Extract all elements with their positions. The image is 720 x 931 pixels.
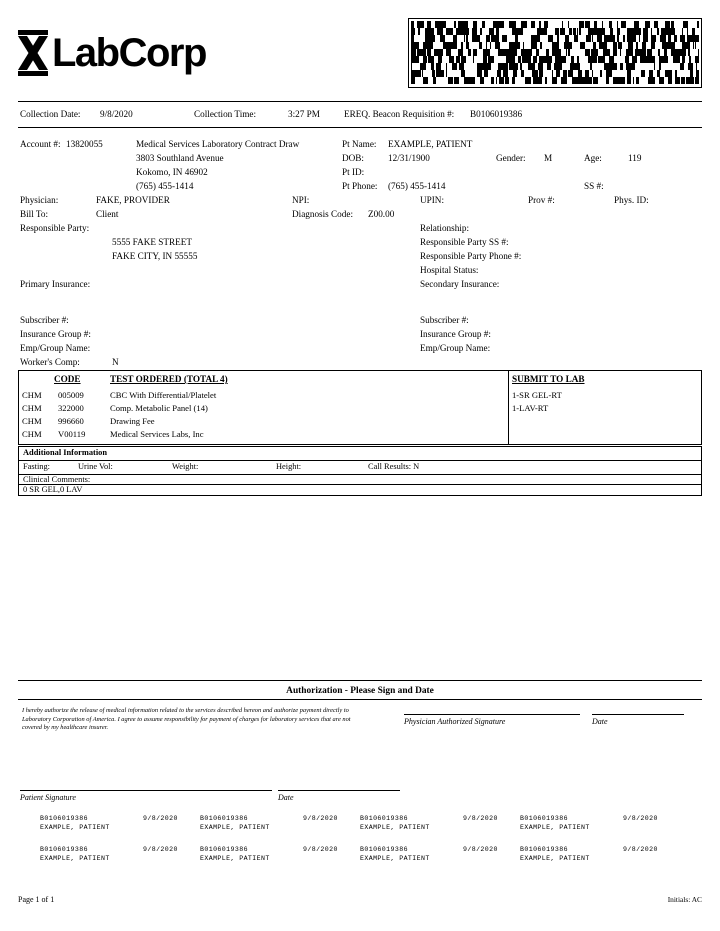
account-name: Medical Services Laboratory Contract Draw bbox=[136, 139, 300, 149]
patient-age-label: Age: bbox=[584, 153, 602, 163]
orders-col-code: CODE bbox=[54, 374, 81, 384]
npi-label: NPI: bbox=[292, 195, 310, 205]
specimen-summary: 0 SR GEL,0 LAV bbox=[23, 485, 83, 494]
label-name: EXAMPLE, PATIENT bbox=[520, 854, 590, 862]
label-req: B0106019386 bbox=[200, 846, 248, 854]
account-address2: Kokomo, IN 46902 bbox=[136, 167, 208, 177]
patient-date-label: Date bbox=[278, 793, 294, 802]
authorization-paragraph: I hereby authorize the release of medical information related to the services described hereon and authorize payment directly to Laboratory Corporation of America. I agree to assume responsibility for payment of charges for laboratory services that are not covered by my healthcare insurer. bbox=[22, 707, 351, 732]
responsible-ss-label: Responsible Party SS #: bbox=[420, 237, 509, 247]
emp-group-label-right: Emp/Group Name: bbox=[420, 343, 491, 353]
order-code: 322000 bbox=[58, 403, 84, 413]
submit-to-lab-item: 1-LAV-RT bbox=[512, 403, 549, 413]
patient-name-label: Pt Name: bbox=[342, 139, 377, 149]
label-name: EXAMPLE, PATIENT bbox=[40, 823, 110, 831]
height-label: Height: bbox=[276, 462, 302, 471]
subscriber-label-left: Subscriber #: bbox=[20, 315, 69, 325]
billto-value: Client bbox=[96, 209, 119, 219]
label-date: 9/8/2020 bbox=[303, 815, 338, 822]
order-dept: CHM bbox=[22, 416, 42, 426]
ss-label: SS #: bbox=[584, 181, 604, 191]
patient-dob-label: DOB: bbox=[342, 153, 364, 163]
page-number: Page 1 of 1 bbox=[18, 895, 55, 904]
collection-time-label: Collection Time: bbox=[194, 109, 257, 119]
diagnosis-label: Diagnosis Code: bbox=[292, 209, 353, 219]
insurance-group-label-left: Insurance Group #: bbox=[20, 329, 91, 339]
requisition-value: B0106019386 bbox=[470, 109, 523, 119]
prov-label: Prov #: bbox=[528, 195, 555, 205]
order-dept: CHM bbox=[22, 403, 42, 413]
emp-group-label-left: Emp/Group Name: bbox=[20, 343, 91, 353]
brand-name: LabCorp bbox=[52, 31, 206, 75]
diagnosis-value: Z00.00 bbox=[368, 209, 395, 219]
specimen-label bbox=[360, 846, 520, 863]
patient-signature-line[interactable] bbox=[20, 790, 272, 791]
physician-signature-label: Physician Authorized Signature bbox=[404, 717, 506, 726]
billto-label: Bill To: bbox=[20, 209, 49, 219]
account-value: 13820055 bbox=[66, 139, 103, 149]
account-label: Account #: bbox=[20, 139, 61, 149]
label-date: 9/8/2020 bbox=[623, 846, 658, 854]
secondary-insurance-label: Secondary Insurance: bbox=[420, 279, 500, 289]
submit-to-lab-item: 1-SR GEL-RT bbox=[512, 390, 562, 400]
patient-gender-value: M bbox=[544, 153, 553, 163]
workers-comp-label: Worker's Comp: bbox=[20, 357, 80, 367]
label-req: B0106019386 bbox=[360, 815, 408, 822]
label-date: 9/8/2020 bbox=[463, 846, 498, 854]
addl-divider-2 bbox=[19, 474, 701, 475]
patient-signature-label: Patient Signature bbox=[20, 793, 76, 802]
label-req: B0106019386 bbox=[200, 815, 248, 822]
order-dept: CHM bbox=[22, 390, 42, 400]
collection-date-label: Collection Date: bbox=[20, 109, 81, 119]
physician-signature-line[interactable] bbox=[404, 714, 580, 715]
weight-label: Weight: bbox=[172, 462, 199, 471]
label-req: B0106019386 bbox=[40, 846, 88, 854]
label-name: EXAMPLE, PATIENT bbox=[360, 823, 430, 831]
patient-phone-value: (765) 455-1414 bbox=[388, 181, 446, 191]
patient-name-value: EXAMPLE, PATIENT bbox=[388, 139, 473, 149]
additional-information-box bbox=[18, 446, 702, 496]
specimen-label bbox=[40, 846, 200, 863]
relationship-label: Relationship: bbox=[420, 223, 469, 233]
physician-date-label: Date bbox=[592, 717, 608, 726]
order-test: Drawing Fee bbox=[110, 416, 155, 426]
requisition-label: EREQ. Beacon Requisition #: bbox=[344, 109, 455, 119]
specimen-label bbox=[200, 846, 360, 863]
workers-comp-value: N bbox=[112, 357, 119, 367]
label-date: 9/8/2020 bbox=[143, 846, 178, 854]
patient-dob-value: 12/31/1900 bbox=[388, 153, 430, 163]
account-phone: (765) 455-1414 bbox=[136, 181, 194, 191]
specimen-label bbox=[520, 815, 680, 832]
urine-volume-label: Urine Vol: bbox=[78, 462, 113, 471]
patient-age-value: 119 bbox=[628, 153, 642, 163]
order-code: 005009 bbox=[58, 390, 84, 400]
label-row bbox=[40, 815, 680, 832]
barcode-2d-icon bbox=[408, 18, 702, 88]
orders-col-submit: SUBMIT TO LAB bbox=[512, 374, 585, 384]
responsible-address2: FAKE CITY, IN 55555 bbox=[112, 251, 198, 261]
labcorp-logo bbox=[18, 30, 206, 76]
physician-date-line[interactable] bbox=[592, 714, 684, 715]
subscriber-label-right: Subscriber #: bbox=[420, 315, 469, 325]
label-row bbox=[40, 846, 680, 863]
label-req: B0106019386 bbox=[520, 815, 568, 822]
divider-top bbox=[18, 101, 702, 102]
account-address1: 3803 Southland Avenue bbox=[136, 153, 224, 163]
label-name: EXAMPLE, PATIENT bbox=[40, 854, 110, 862]
physician-value: FAKE, PROVIDER bbox=[96, 195, 170, 205]
order-code: V00119 bbox=[58, 429, 86, 439]
patient-phone-label: Pt Phone: bbox=[342, 181, 378, 191]
specimen-label bbox=[40, 815, 200, 832]
physician-label: Physician: bbox=[20, 195, 59, 205]
order-dept: CHM bbox=[22, 429, 42, 439]
call-results-label: Call Results: N bbox=[368, 462, 420, 471]
label-req: B0106019386 bbox=[360, 846, 408, 854]
responsible-address1: 5555 FAKE STREET bbox=[112, 237, 192, 247]
label-date: 9/8/2020 bbox=[303, 846, 338, 854]
specimen-label bbox=[520, 846, 680, 863]
patient-gender-label: Gender: bbox=[496, 153, 526, 163]
patient-id-label: Pt ID: bbox=[342, 167, 365, 177]
specimen-labels bbox=[40, 815, 680, 877]
orders-divider bbox=[508, 371, 509, 444]
label-name: EXAMPLE, PATIENT bbox=[520, 823, 590, 831]
fasting-label: Fasting: bbox=[23, 462, 50, 471]
orders-col-test: TEST ORDERED (TOTAL 4) bbox=[110, 374, 228, 384]
clinical-comments-label: Clinical Comments: bbox=[23, 475, 91, 484]
authorization-title: Authorization - Please Sign and Date bbox=[286, 686, 434, 696]
label-req: B0106019386 bbox=[520, 846, 568, 854]
patient-date-line[interactable] bbox=[278, 790, 400, 791]
collection-time-value: 3:27 PM bbox=[288, 109, 320, 119]
order-test: CBC With Differential/Platelet bbox=[110, 390, 217, 400]
label-date: 9/8/2020 bbox=[463, 815, 498, 822]
upin-label: UPIN: bbox=[420, 195, 444, 205]
phys-id-label: Phys. ID: bbox=[614, 195, 649, 205]
divider-auth-bottom bbox=[18, 699, 702, 700]
label-req: B0106019386 bbox=[40, 815, 88, 822]
specimen-label bbox=[360, 815, 520, 832]
divider-auth-top bbox=[18, 680, 702, 681]
responsible-phone-label: Responsible Party Phone #: bbox=[420, 251, 522, 261]
initials: Initials: AC bbox=[667, 895, 702, 904]
label-name: EXAMPLE, PATIENT bbox=[360, 854, 430, 862]
order-test: Comp. Metabolic Panel (14) bbox=[110, 403, 208, 413]
addl-divider-1 bbox=[19, 460, 701, 461]
specimen-label bbox=[200, 815, 360, 832]
order-test: Medical Services Labs, Inc bbox=[110, 429, 204, 439]
addl-divider-3 bbox=[19, 484, 701, 485]
divider-second bbox=[18, 127, 702, 128]
label-name: EXAMPLE, PATIENT bbox=[200, 854, 270, 862]
order-code: 996660 bbox=[58, 416, 84, 426]
label-date: 9/8/2020 bbox=[623, 815, 658, 822]
label-date: 9/8/2020 bbox=[143, 815, 178, 822]
page-header bbox=[18, 14, 702, 94]
insurance-group-label-right: Insurance Group #: bbox=[420, 329, 491, 339]
hospital-status-label: Hospital Status: bbox=[420, 265, 479, 275]
responsible-party-label: Responsible Party: bbox=[20, 223, 90, 233]
collection-date-value: 9/8/2020 bbox=[100, 109, 133, 119]
label-name: EXAMPLE, PATIENT bbox=[200, 823, 270, 831]
labcorp-logo-icon bbox=[18, 30, 48, 76]
primary-insurance-label: Primary Insurance: bbox=[20, 279, 91, 289]
additional-information-title: Additional Information bbox=[23, 448, 107, 457]
